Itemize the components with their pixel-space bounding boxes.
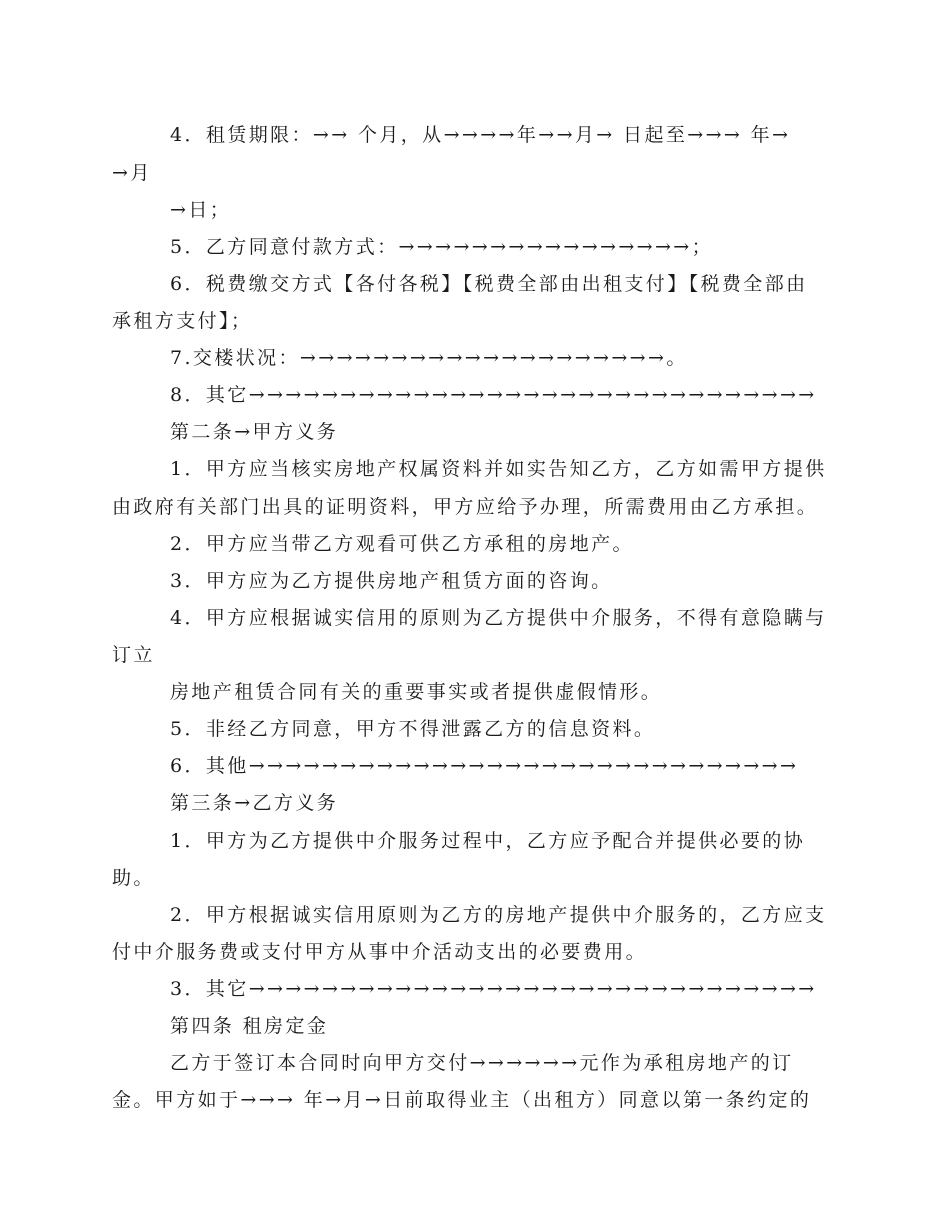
text-line: 5．乙方同意付款方式：→→→→→→→→→→→→→→→→；	[170, 236, 714, 258]
text-line: 5．非经乙方同意，甲方不得泄露乙方的信息资料。	[170, 718, 656, 740]
text-line: 2．甲方应当带乙方观看可供乙方承租的房地产。	[170, 533, 634, 555]
text-line: 付中介服务费或支付甲方从事中介活动支出的必要费用。	[112, 941, 648, 963]
text-line: 3．其它→→→→→→→→→→→→→→→→→→→→→→→→→→→→→→→	[170, 978, 817, 1000]
text-line: 8．其它→→→→→→→→→→→→→→→→→→→→→→→→→→→→→→→	[170, 384, 817, 406]
text-line: 3．甲方应为乙方提供房地产租赁方面的咨询。	[170, 570, 613, 592]
text-line: 房地产租赁合同有关的重要事实或者提供虚假情形。	[170, 681, 663, 703]
text-line: 乙方于签订本合同时向甲方交付→→→→→→元作为承租房地产的订	[170, 1052, 794, 1074]
section-heading: 第三条→乙方义务	[170, 792, 339, 814]
text-line: →日；	[170, 199, 232, 221]
text-line: 7.交楼状况：→→→→→→→→→→→→→→→→→→→→。	[170, 347, 688, 369]
text-line: 1．甲方为乙方提供中介服务过程中，乙方应予配合并提供必要的协	[170, 830, 806, 852]
text-line: →月	[112, 162, 152, 184]
text-line: 金。甲方如于→→→ 年→月→日前取得业主（出租方）同意以第一条约定的	[112, 1089, 812, 1111]
text-line: 订立	[112, 644, 155, 666]
text-line: 1．甲方应当核实房地产权属资料并如实告知乙方，乙方如需甲方提供	[170, 458, 827, 480]
text-line: 6．税费缴交方式【各付各税】【税费全部由出租支付】【税费全部由	[170, 273, 808, 295]
text-line: 4．甲方应根据诚实信用的原则为乙方提供中介服务，不得有意隐瞒与	[170, 607, 827, 629]
text-line: 由政府有关部门出具的证明资料，甲方应给予办理，所需费用由乙方承担。	[112, 496, 819, 518]
section-heading: 第二条→甲方义务	[170, 421, 339, 443]
text-line: 6．其他→→→→→→→→→→→→→→→→→→→→→→→→→→→→→→	[170, 755, 799, 777]
text-line: 助。	[112, 867, 155, 889]
section-heading: 第四条 租房定金	[170, 1015, 329, 1037]
text-line: 承租方支付】；	[112, 310, 253, 332]
text-line: 4．租赁期限：→→ 个月，从→→→→年→→月→ 日起至→→→ 年→	[170, 124, 791, 146]
text-line: 2．甲方根据诚实信用原则为乙方的房地产提供中介服务的，乙方应支	[170, 904, 827, 926]
